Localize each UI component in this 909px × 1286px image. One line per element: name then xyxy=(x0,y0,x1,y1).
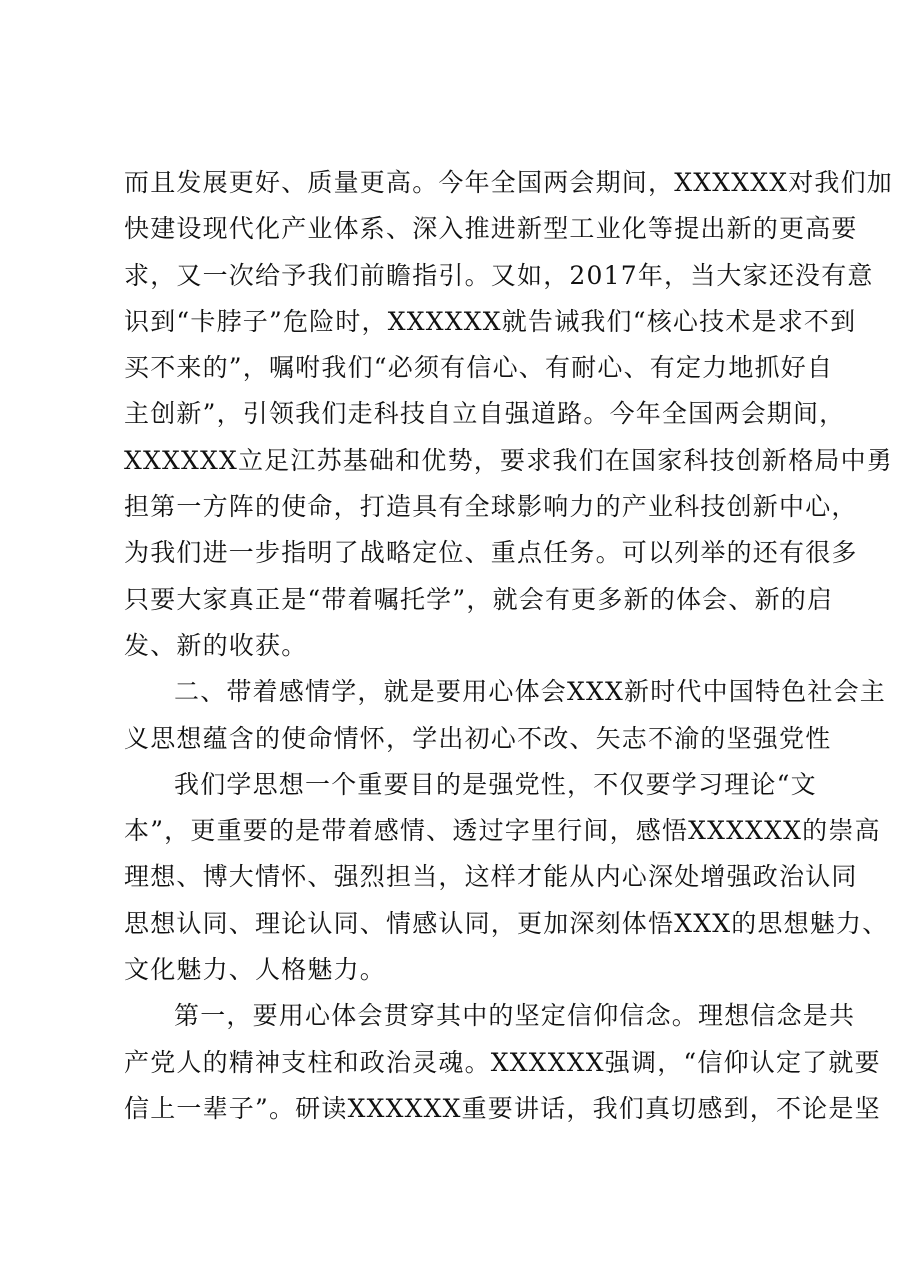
text-line: 我们学思想一个重要目的是强党性，不仅要学习理论“文 xyxy=(174,769,817,799)
text-line: 主创新”，引领我们走科技自立自强道路。今年全国两会期间， xyxy=(124,399,846,429)
section-heading-line: 义思想蕴含的使命情怀，学出初心不改、矢志不渝的坚强党性 xyxy=(124,723,832,753)
text-line: 买不来的”，嘱咐我们“必须有信心、有耐心、有定力地抓好自 xyxy=(124,353,834,383)
text-line: 而且发展更好、质量更高。今年全国两会期间，XXXXXX对我们加 xyxy=(124,168,893,197)
text-line: 本”，更重要的是带着感情、透过字里行间，感悟XXXXXX的崇高 xyxy=(124,816,881,846)
text-line: 发、新的收获。 xyxy=(124,630,308,660)
text-line: 产党人的精神支柱和政治灵魂。XXXXXX强调，“信仰认定了就要 xyxy=(124,1047,881,1077)
body-text xyxy=(124,160,893,1132)
text-line: 第一，要用心体会贯穿其中的坚定信仰信念。理想信念是共 xyxy=(174,1001,856,1031)
text-line: 担第一方阵的使命，打造具有全球影响力的产业科技创新中心， xyxy=(124,492,858,522)
text-line: 信上一辈子”。研读XXXXXX重要讲话，我们真切感到，不论是坚 xyxy=(124,1093,881,1123)
text-line: 文化魅力、人格魅力。 xyxy=(124,955,387,985)
text-line: 思想认同、理论认同、情感认同，更加深刻体悟XXX的思想魅力、 xyxy=(124,908,889,938)
section-heading-line: 二、带着感情学，就是要用心体会XXX新时代中国特色社会主 xyxy=(174,677,886,707)
text-line: 识到“卡脖子”危险时，XXXXXX就告诫我们“核心技术是求不到 xyxy=(124,306,857,336)
text-line: 为我们进一步指明了战略定位、重点任务。可以列举的还有很多 xyxy=(124,538,858,568)
text-line: 只要大家真正是“带着嘱托学”，就会有更多新的体会、新的启 xyxy=(124,584,834,614)
text-line: 理想、博大情怀、强烈担当，这样才能从内心深处增强政治认同 xyxy=(124,862,858,892)
text-line: 求，又一次给予我们前瞻指引。又如，2017年，当大家还没有意 xyxy=(124,260,874,290)
text-line: 快建设现代化产业体系、深入推进新型工业化等提出新的更高要 xyxy=(124,214,858,244)
text-line: XXXXXX立足江苏基础和优势，要求我们在国家科技创新格局中勇 xyxy=(124,445,893,475)
